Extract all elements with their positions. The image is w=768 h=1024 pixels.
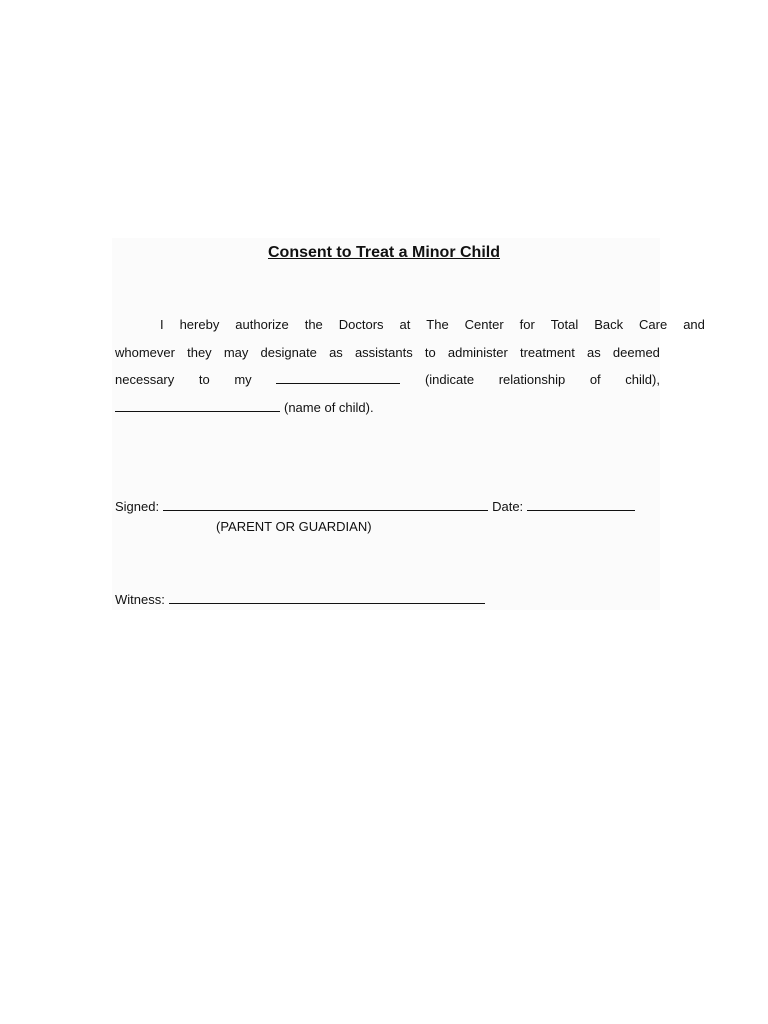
consent-line-1 [115, 316, 705, 334]
word: authorize [235, 317, 289, 332]
signed-label: Signed: [115, 499, 160, 514]
word: may [223, 345, 249, 360]
form-background [112, 238, 660, 610]
word: to [424, 345, 436, 360]
word: deemed [612, 345, 660, 360]
word: The [426, 317, 449, 332]
witness-label: Witness: [115, 592, 165, 607]
consent-line-4 [115, 399, 660, 417]
word: as [587, 345, 601, 360]
word: hereby [179, 317, 220, 332]
word: of [589, 372, 601, 387]
word: treatment [519, 345, 575, 360]
word: administer [447, 345, 508, 360]
word: necessary [115, 372, 175, 387]
word: Doctors [338, 317, 384, 332]
child-name-blank-field[interactable] [115, 399, 280, 412]
date-blank-field[interactable] [527, 498, 635, 511]
word: to [198, 372, 210, 387]
word: for [519, 317, 535, 332]
witness-row [115, 591, 485, 609]
word: Care [639, 317, 668, 332]
signature-row [115, 498, 635, 516]
word: Center [464, 317, 504, 332]
word: Back [594, 317, 624, 332]
consent-line-2 [115, 344, 660, 362]
word: I [160, 317, 164, 332]
child-name-label: (name of child). [284, 400, 374, 415]
word: assistants [354, 345, 413, 360]
signature-blank-field[interactable] [163, 498, 488, 511]
witness-blank-field[interactable] [169, 591, 485, 604]
document-title: Consent to Treat a Minor Child [267, 244, 500, 261]
word: and [683, 317, 705, 332]
consent-line-3 [115, 371, 660, 389]
word: child), [625, 372, 660, 387]
parent-guardian-note: (PARENT OR GUARDIAN) [216, 519, 372, 534]
word: relationship [498, 372, 566, 387]
relationship-blank-field[interactable] [276, 371, 400, 384]
word: the [304, 317, 323, 332]
word: my [234, 372, 252, 387]
word: as [329, 345, 343, 360]
word: Total [550, 317, 579, 332]
word: whomever [115, 345, 175, 360]
word: they [187, 345, 212, 360]
word: (indicate [424, 372, 475, 387]
word: designate [260, 345, 317, 360]
date-label: Date: [492, 499, 524, 514]
word: at [399, 317, 411, 332]
